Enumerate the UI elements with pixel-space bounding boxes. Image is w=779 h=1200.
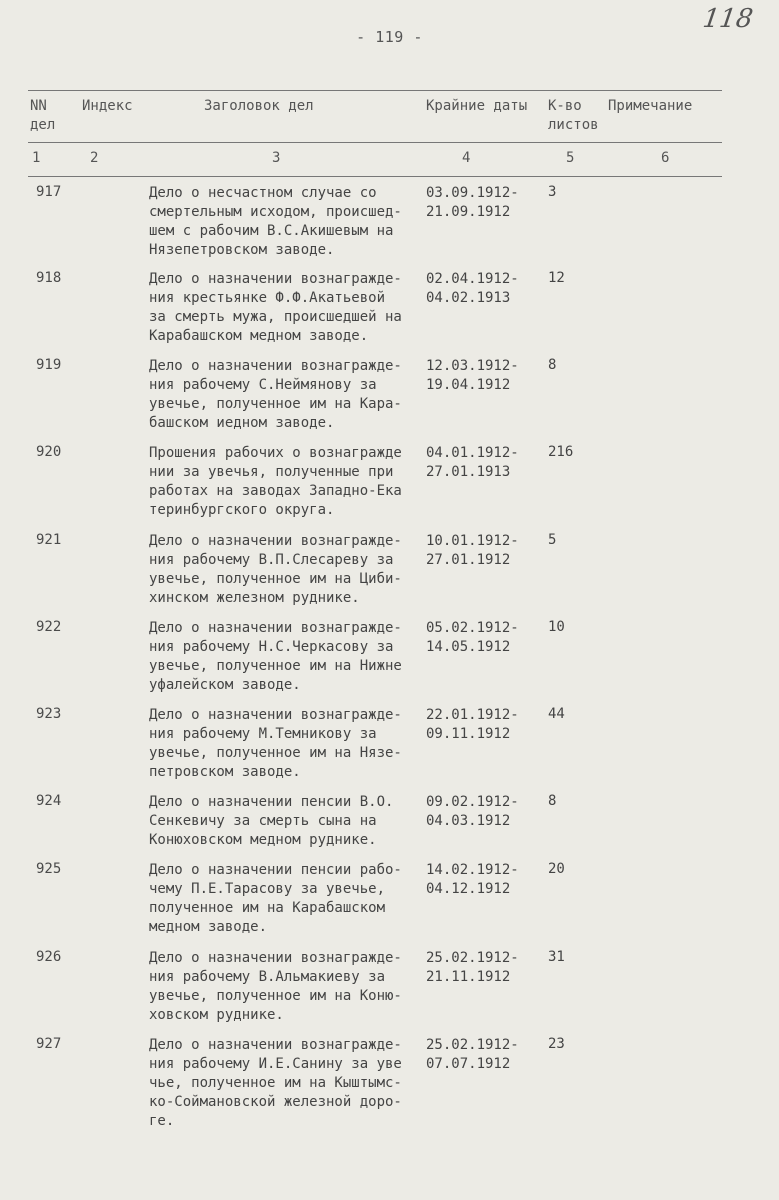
handwritten-page-number: 118 (701, 4, 756, 34)
page-number: - 119 - (356, 28, 423, 46)
column-number: 4 (462, 150, 471, 166)
case-title (149, 619, 419, 695)
case-date-line: 22.01.1912- (426, 707, 519, 723)
case-number: 924 (36, 793, 62, 809)
case-number: 920 (36, 444, 62, 460)
case-sheet-count: 8 (548, 357, 557, 373)
case-date-line: 19.04.1912 (426, 377, 511, 393)
case-date-line: 21.11.1912 (426, 969, 511, 985)
case-date-line: 04.02.1913 (426, 290, 511, 306)
case-date-line: 04.12.1912 (426, 881, 511, 897)
case-title-line: Дело о назначении пенсии В.О. (149, 794, 394, 810)
case-date-line: 14.02.1912- (426, 862, 519, 878)
case-sheet-count: 216 (548, 444, 574, 460)
case-title (149, 861, 419, 937)
case-sheet-count: 44 (548, 706, 565, 722)
case-title-line: медном заводе. (149, 919, 268, 935)
case-title (149, 949, 419, 1025)
case-title-line: Дело о назначении вознагражде- (149, 533, 402, 549)
case-title-line: полученное им на Карабашском (149, 900, 386, 916)
case-title (149, 184, 419, 260)
column-number: 5 (566, 150, 575, 166)
header-bottom-rule (28, 142, 722, 143)
case-date-line: 04.01.1912- (426, 445, 519, 461)
case-title-line: увечье, полученное им на Нижне (149, 658, 402, 674)
case-date-line: 21.09.1912 (426, 204, 511, 220)
case-sheet-count: 8 (548, 793, 557, 809)
case-date-line: 27.01.1913 (426, 464, 511, 480)
case-title-line: смертельным исходом, происшед- (149, 204, 402, 220)
case-title-line: ховском руднике. (149, 1007, 284, 1023)
case-title-line: ния рабочему В.П.Слесареву за (149, 552, 394, 568)
case-title-line: Конюховском медном руднике. (149, 832, 377, 848)
column-number: 1 (32, 150, 41, 166)
case-number: 925 (36, 861, 62, 877)
case-title-line: Дело о назначении вознагражде- (149, 620, 402, 636)
case-title-line: Дело о назначении вознагражде- (149, 950, 402, 966)
header-title: Заголовок дел (204, 98, 314, 114)
case-date-line: 07.07.1912 (426, 1056, 511, 1072)
case-date-line: 04.03.1912 (426, 813, 511, 829)
case-title-line: Дело о назначении вознагражде- (149, 707, 402, 723)
case-title-line: ния рабочему М.Темникову за (149, 726, 377, 742)
case-date-line: 25.02.1912- (426, 1037, 519, 1053)
case-title-line: увечье, полученное им на Нязе- (149, 745, 402, 761)
column-number: 3 (272, 150, 281, 166)
case-number: 923 (36, 706, 62, 722)
case-date-line: 27.01.1912 (426, 552, 511, 568)
header-dates: Крайние даты (426, 98, 528, 114)
case-title-line: ния рабочему И.Е.Санину за уве (149, 1056, 402, 1072)
case-title-line: Дело о назначении вознагражде- (149, 1037, 402, 1053)
table-top-rule (28, 90, 722, 91)
case-title-line: увечье, полученное им на Циби- (149, 571, 402, 587)
case-title (149, 793, 419, 850)
case-title-line: ко-Соймановской железной доро- (149, 1094, 402, 1110)
case-title-line: Карабашском медном заводе. (149, 328, 369, 344)
case-title-line: шем с рабочим В.С.Акишевым на (149, 223, 394, 239)
case-dates (426, 444, 519, 482)
case-title (149, 532, 419, 608)
case-sheet-count: 31 (548, 949, 565, 965)
case-date-line: 12.03.1912- (426, 358, 519, 374)
case-number: 927 (36, 1036, 62, 1052)
case-title-line: чье, полученное им на Кыштымс- (149, 1075, 402, 1091)
case-sheet-count: 20 (548, 861, 565, 877)
case-sheet-count: 5 (548, 532, 557, 548)
case-title-line: ге. (149, 1113, 175, 1129)
column-number: 2 (90, 150, 99, 166)
case-title-line: ния рабочему В.Альмакиеву за (149, 969, 386, 985)
case-dates (426, 270, 519, 308)
header-index: Индекс (82, 98, 133, 114)
case-number: 919 (36, 357, 62, 373)
case-sheet-count: 10 (548, 619, 565, 635)
case-title-line: Прошения рабочих о вознагражде (149, 445, 402, 461)
case-dates (426, 532, 519, 570)
case-title-line: Дело о назначении вознагражде- (149, 358, 402, 374)
case-title-line: Дело о назначении пенсии рабо- (149, 862, 402, 878)
case-title-line: теринбургского округа. (149, 502, 335, 518)
case-date-line: 03.09.1912- (426, 185, 519, 201)
header-nn: NN дел (30, 98, 56, 133)
case-title (149, 1036, 419, 1131)
case-dates (426, 357, 519, 395)
case-number: 921 (36, 532, 62, 548)
case-title (149, 444, 419, 520)
case-dates (426, 619, 519, 657)
case-title-line: за смерть мужа, происшедшей на (149, 309, 402, 325)
case-dates (426, 949, 519, 987)
case-title (149, 270, 419, 346)
case-title-line: петровском заводе. (149, 764, 301, 780)
case-title-line: увечье, полученное им на Кара- (149, 396, 402, 412)
header-sheets: К-во листов (548, 98, 599, 133)
case-title-line: ния рабочему Н.С.Черкасову за (149, 639, 394, 655)
case-sheet-count: 12 (548, 270, 565, 286)
case-title (149, 706, 419, 782)
case-number: 922 (36, 619, 62, 635)
case-title-line: Сенкевичу за смерть сына на (149, 813, 377, 829)
header-note: Примечание (608, 98, 693, 114)
case-dates (426, 1036, 519, 1074)
case-dates (426, 706, 519, 744)
case-date-line: 10.01.1912- (426, 533, 519, 549)
case-dates (426, 861, 519, 899)
case-title-line: Нязепетровском заводе. (149, 242, 335, 258)
case-title (149, 357, 419, 433)
case-sheet-count: 23 (548, 1036, 565, 1052)
case-title-line: работах на заводах Западно-Ека (149, 483, 402, 499)
case-title-line: ния крестьянке Ф.Ф.Акатьевой (149, 290, 386, 306)
case-date-line: 14.05.1912 (426, 639, 511, 655)
case-title-line: хинском железном руднике. (149, 590, 360, 606)
case-title-line: уфалейском заводе. (149, 677, 301, 693)
column-number: 6 (661, 150, 670, 166)
case-date-line: 05.02.1912- (426, 620, 519, 636)
case-title-line: нии за увечья, полученные при (149, 464, 394, 480)
case-date-line: 02.04.1912- (426, 271, 519, 287)
case-title-line: чему П.Е.Тарасову за увечье, (149, 881, 386, 897)
column-number-rule (28, 176, 722, 177)
case-date-line: 09.11.1912 (426, 726, 511, 742)
case-title-line: башском иедном заводе. (149, 415, 335, 431)
case-title-line: Дело о назначении вознагражде- (149, 271, 402, 287)
case-date-line: 09.02.1912- (426, 794, 519, 810)
case-number: 926 (36, 949, 62, 965)
case-sheet-count: 3 (548, 184, 557, 200)
case-dates (426, 793, 519, 831)
case-dates (426, 184, 519, 222)
case-number: 918 (36, 270, 62, 286)
case-title-line: Дело о несчастном случае со (149, 185, 377, 201)
case-number: 917 (36, 184, 62, 200)
case-date-line: 25.02.1912- (426, 950, 519, 966)
case-title-line: увечье, полученное им на Коню- (149, 988, 402, 1004)
case-title-line: ния рабочему С.Неймянову за (149, 377, 377, 393)
